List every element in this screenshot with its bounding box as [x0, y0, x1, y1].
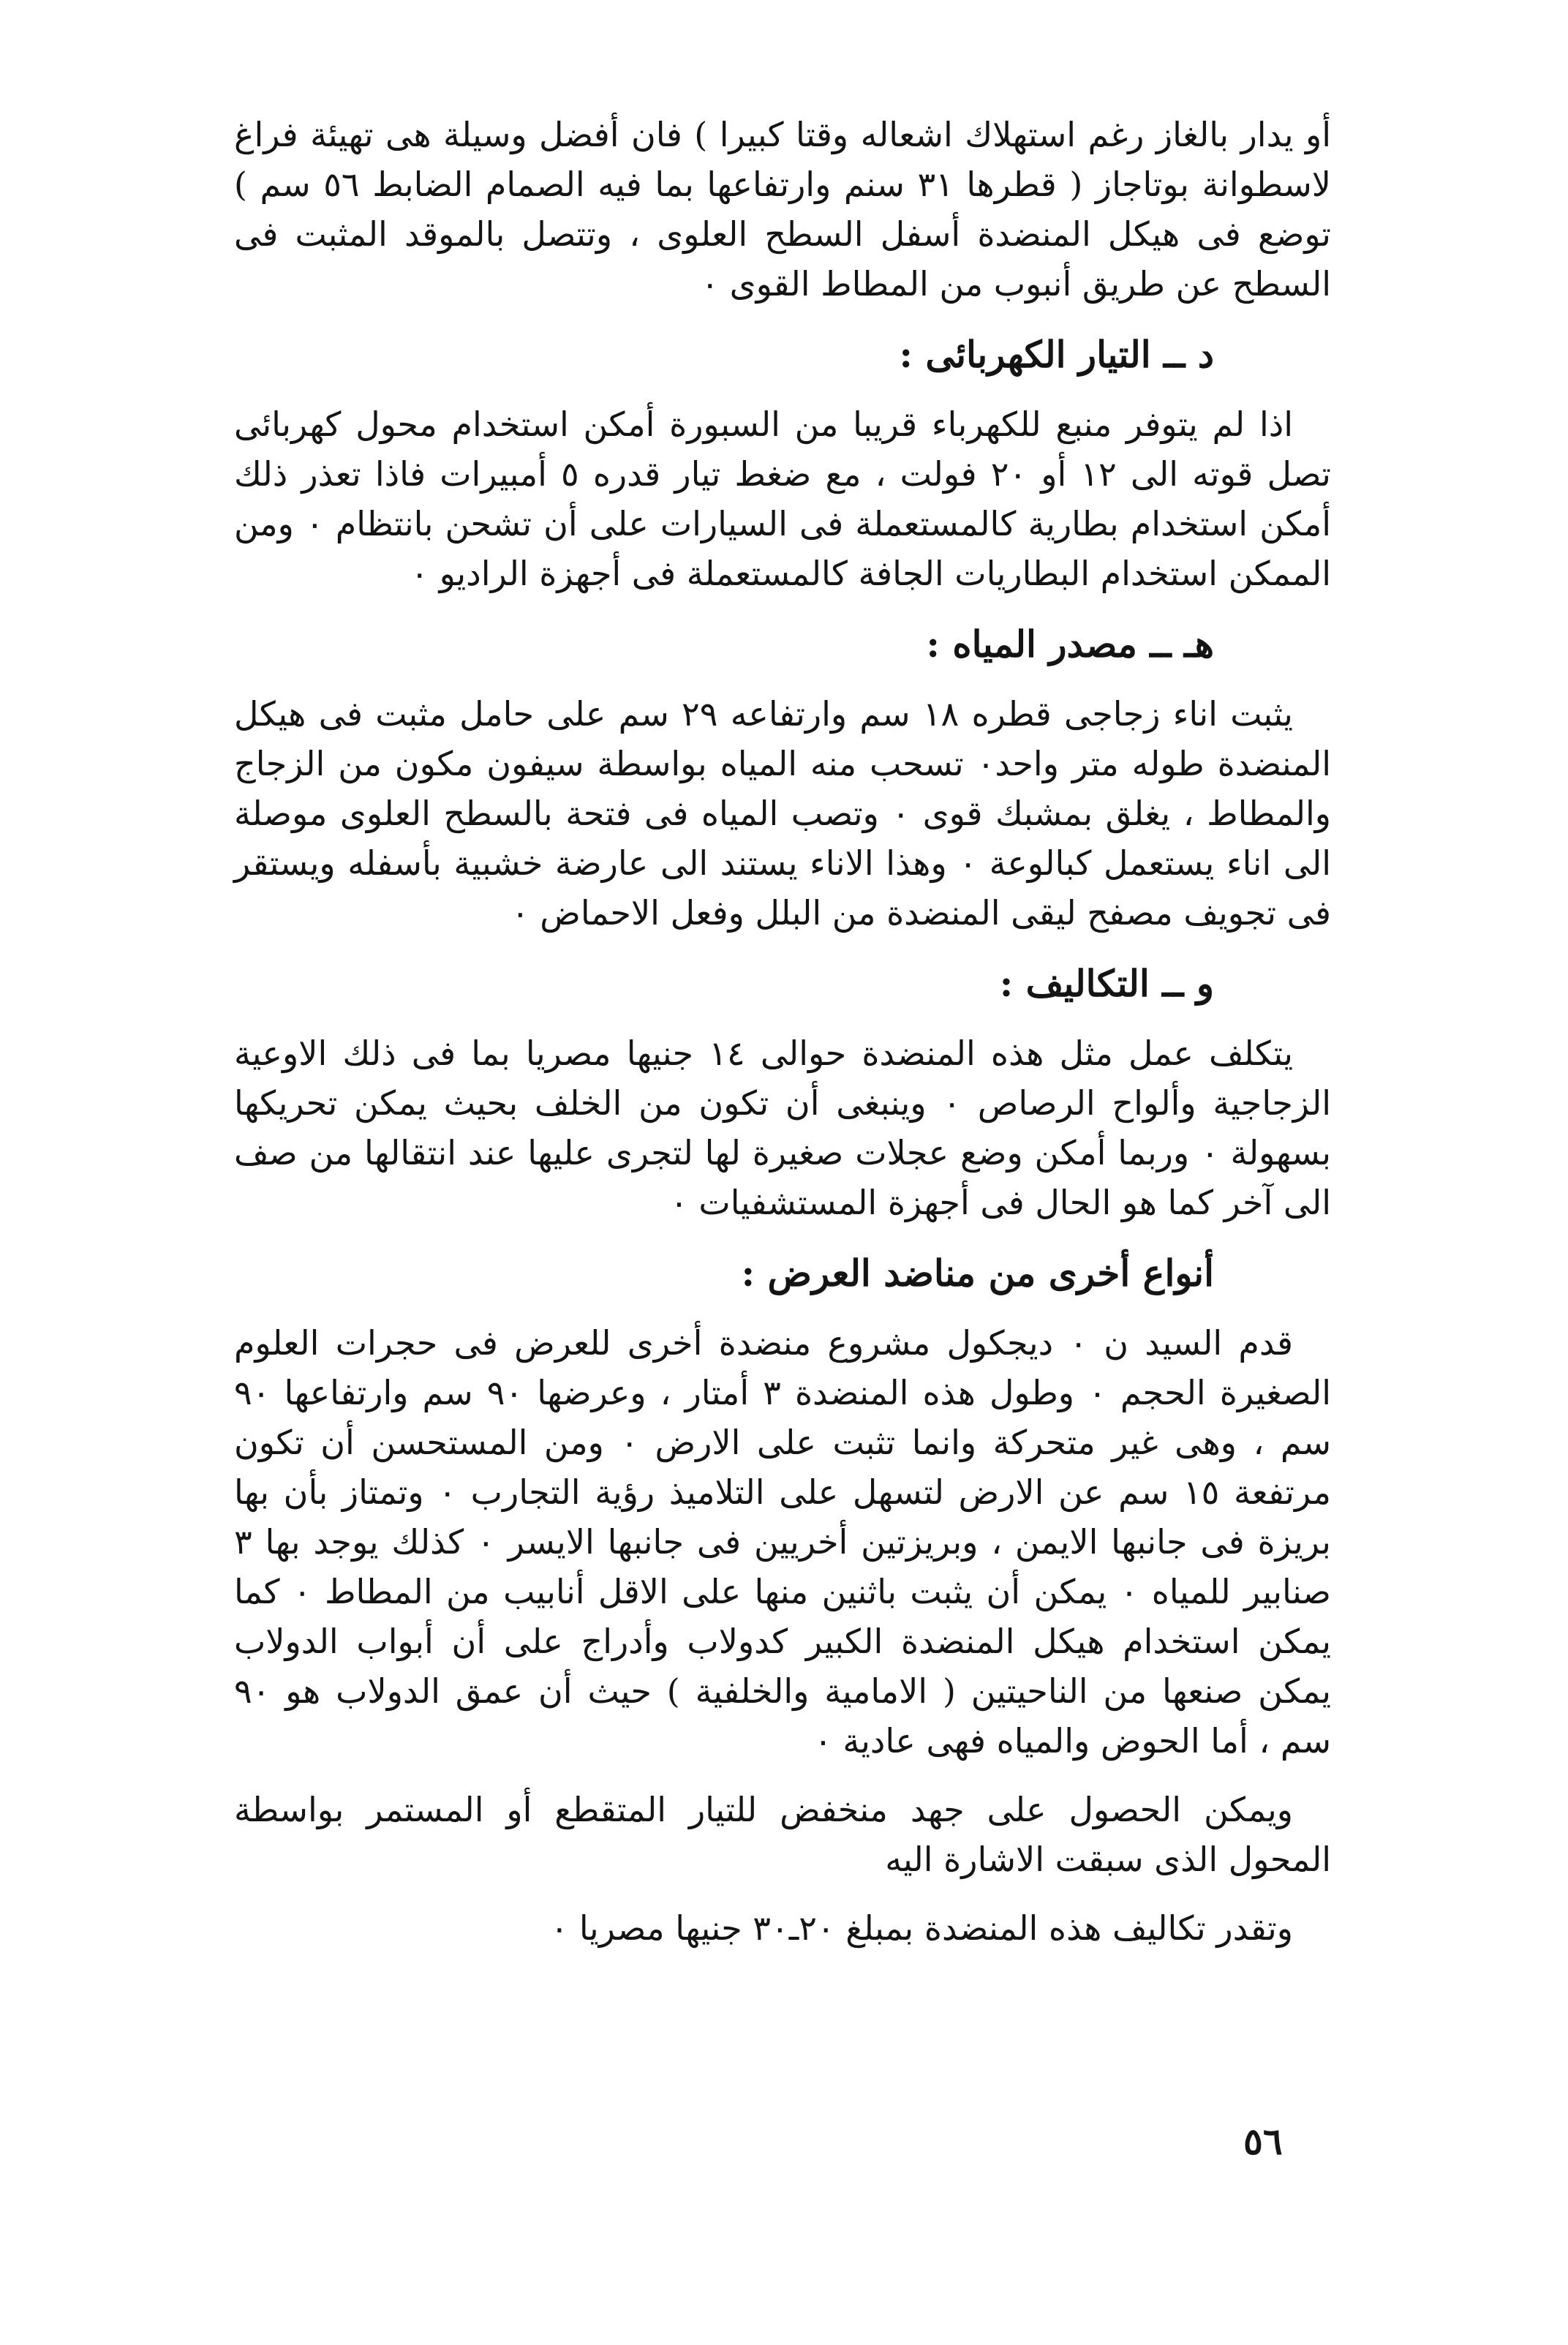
text-column [234, 110, 1331, 1953]
heading-costs: و ــ التكاليف : [999, 962, 1214, 1005]
paragraph-spacer [234, 1766, 1331, 1785]
page-number: ٥٦ [1243, 2120, 1283, 2163]
paragraph-water-source: يثبت اناء زجاجى قطره ١٨ سم وارتفاعه ٢٩ سم على حامل مثبت فى هيكل المنضدة طوله متر واحد٠ تسحب منه المياه بواسطة سيفون مكون من الزجاج والمطاط ، يغلق بمشبك قوى ٠ وتصب المياه فى فتحة بالسطح العلوى موصلة الى اناء يستعمل كبالوعة ٠ وهذا الاناء يستند الى عارضة خشبية بأسفله ويستقر فى تجويف مصفح ليقى المنضدة من البلل وفعل الاحماض ٠ [234, 694, 1331, 933]
paragraph-other-types: قدم السيد ن ٠ ديجكول مشروع منضدة أخرى للعرض فى حجرات العلوم الصغيرة الحجم ٠ وطول هذه المنضدة ٣ أمتار ، وعرضها ٩٠ سم وارتفاعها ٩٠ سم ، وهى غير متحركة وانما تثبت على الارض ٠ ومن المستحسن أن تكون مرتفعة ١٥ سم عن الارض لتسهل على التلاميذ رؤية التجارب ٠ وتمتاز بأن بها بريزة فى جانبها الايمن ، وبريزتين أخريين فى جانبها الايسر ٠ كذلك يوجد بها ٣ صنابير للمياه ٠ يمكن أن يثبت باثنين منها على الاقل أنابيب من المطاط ٠ كما يمكن استخدام هيكل المنضدة الكبير كدولاب وأدراج على أن أبواب الدولاب يمكن صنعها من الناحيتين ( الامامية والخلفية ) حيث أن عمق الدولاب هو ٩٠ سم ، أما الحوض والمياه فهى عادية ٠ [234, 1323, 1332, 1761]
heading-other-types: أنواع أخرى من مناضد العرض : [741, 1251, 1214, 1295]
paragraph-costs: يتكلف عمل مثل هذه المنضدة حوالى ١٤ جنيها مصريا بما فى ذلك الاوعية الزجاجية وألواح الرصاص ٠ وينبغى أن تكون من الخلف بحيث يمكن تحريكها بسهولة ٠ وربما أمكن وضع عجلات صغيرة لها لتجرى عليها عند انتقالها من صف الى آخر كما هو الحال فى أجهزة المستشفيات ٠ [234, 1034, 1331, 1222]
heading-water-source: هـ ــ مصدر المياه : [926, 622, 1214, 666]
paragraph-gas-continuation: أو يدار بالغاز رغم استهلاك اشعاله وقتا كبيرا ) فان أفضل وسيلة هى تهيئة فراغ لاسطوانة بوتاجاز ( قطرها ٣١ سنم وارتفاعها بما فيه الصمام الضابط ٥٦ سم ) توضع فى هيكل المنضدة أسفل السطح العلوى ، وتتصل بالموقد المثبت فى السطح عن طريق أنبوب من المطاط القوى ٠ [234, 115, 1331, 304]
paragraph-electric-current: اذا لم يتوفر منبع للكهرباء قريبا من السبورة أمكن استخدام محول كهربائى تصل قوته الى ١٢ أو ٢٠ فولت ، مع ضغط تيار قدره ٥ أمبيرات فاذا تعذر ذلك أمكن استخدام بطارية كالمستعملة فى السيارات على أن تشحن بانتظام ٠ ومن الممكن استخدام البطاريات الجافة كالمستعملة فى أجهزة الراديو ٠ [234, 404, 1331, 593]
paragraph-estimated-cost: وتقدر تكاليف هذه المنضدة بمبلغ ٢٠ـ٣٠ جنيها مصريا ٠ [550, 1908, 1293, 1948]
paragraph-spacer [234, 1884, 1331, 1903]
paragraph-low-voltage: ويمكن الحصول على جهد منخفض للتيار المتقطع أو المستمر بواسطة المحول الذى سبقت الاشارة اليه [234, 1790, 1331, 1879]
heading-electric-current: د ــ التيار الكهربائى : [899, 333, 1214, 376]
